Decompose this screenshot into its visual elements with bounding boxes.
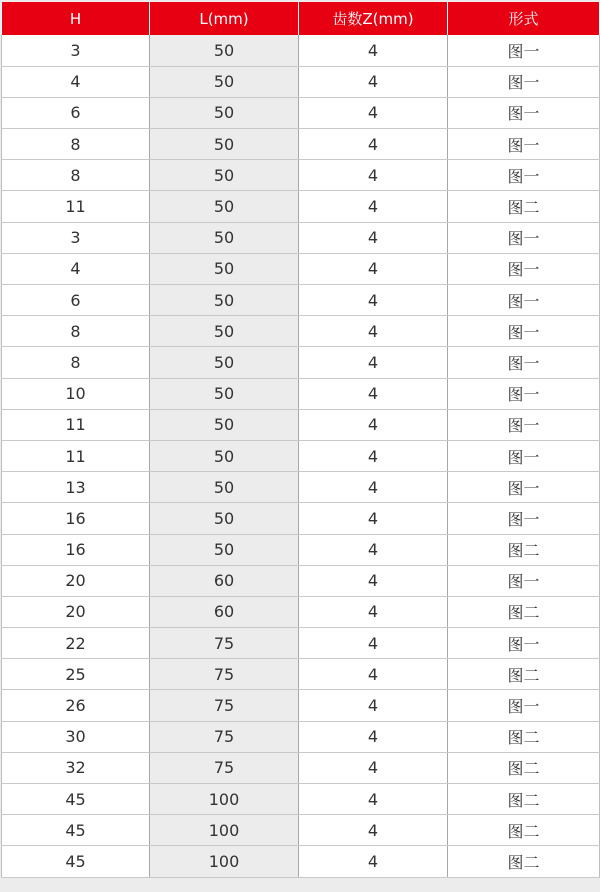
header-form: 形式 <box>448 2 600 35</box>
header-length: L(mm) <box>150 2 299 35</box>
cell-teeth: 4 <box>299 534 448 565</box>
cell-form: 图一 <box>448 285 600 316</box>
cell-teeth: 4 <box>299 721 448 752</box>
table-row <box>2 752 600 783</box>
cell-form: 图一 <box>448 690 600 721</box>
table-row <box>2 659 600 690</box>
cell-length: 50 <box>150 316 299 347</box>
cell-length: 75 <box>150 659 299 690</box>
cell-length: 50 <box>150 285 299 316</box>
cell-form: 图一 <box>448 565 600 596</box>
cell-length: 50 <box>150 191 299 222</box>
table-row <box>2 285 600 316</box>
cell-teeth: 4 <box>299 440 448 471</box>
cell-h: 4 <box>2 253 150 284</box>
table-row <box>2 222 600 253</box>
cell-form: 图二 <box>448 815 600 846</box>
table-row <box>2 472 600 503</box>
table-row <box>2 628 600 659</box>
cell-teeth: 4 <box>299 316 448 347</box>
table-row <box>2 409 600 440</box>
cell-length: 50 <box>150 66 299 97</box>
cell-length: 50 <box>150 253 299 284</box>
table-row <box>2 503 600 534</box>
table-row <box>2 316 600 347</box>
cell-form: 图一 <box>448 160 600 191</box>
cell-length: 50 <box>150 378 299 409</box>
table-body <box>2 35 600 877</box>
cell-form: 图一 <box>448 316 600 347</box>
cell-teeth: 4 <box>299 285 448 316</box>
cell-form: 图一 <box>448 253 600 284</box>
cell-length: 50 <box>150 35 299 66</box>
table-row <box>2 253 600 284</box>
cell-teeth: 4 <box>299 129 448 160</box>
cell-h: 4 <box>2 66 150 97</box>
table-row <box>2 846 600 877</box>
cell-length: 75 <box>150 721 299 752</box>
cell-length: 75 <box>150 752 299 783</box>
spec-table <box>1 2 600 878</box>
cell-h: 11 <box>2 409 150 440</box>
cell-length: 50 <box>150 222 299 253</box>
cell-length: 100 <box>150 784 299 815</box>
header-teeth: 齿数Z(mm) <box>299 2 448 35</box>
cell-h: 16 <box>2 503 150 534</box>
table-header-row <box>2 2 600 35</box>
cell-h: 6 <box>2 97 150 128</box>
cell-teeth: 4 <box>299 35 448 66</box>
cell-h: 13 <box>2 472 150 503</box>
cell-teeth: 4 <box>299 628 448 659</box>
table-row <box>2 66 600 97</box>
cell-form: 图二 <box>448 596 600 627</box>
cell-length: 60 <box>150 565 299 596</box>
cell-h: 22 <box>2 628 150 659</box>
cell-length: 50 <box>150 97 299 128</box>
cell-form: 图二 <box>448 659 600 690</box>
cell-length: 50 <box>150 534 299 565</box>
table-row <box>2 191 600 222</box>
cell-form: 图二 <box>448 784 600 815</box>
table-row <box>2 378 600 409</box>
cell-teeth: 4 <box>299 659 448 690</box>
cell-h: 20 <box>2 596 150 627</box>
cell-h: 3 <box>2 35 150 66</box>
cell-form: 图二 <box>448 191 600 222</box>
cell-teeth: 4 <box>299 596 448 627</box>
cell-h: 30 <box>2 721 150 752</box>
cell-form: 图二 <box>448 534 600 565</box>
cell-teeth: 4 <box>299 472 448 503</box>
table-row <box>2 784 600 815</box>
cell-h: 11 <box>2 191 150 222</box>
cell-teeth: 4 <box>299 253 448 284</box>
cell-teeth: 4 <box>299 846 448 877</box>
table-row <box>2 35 600 66</box>
cell-form: 图一 <box>448 347 600 378</box>
cell-teeth: 4 <box>299 409 448 440</box>
cell-h: 8 <box>2 129 150 160</box>
cell-h: 26 <box>2 690 150 721</box>
table-row <box>2 596 600 627</box>
cell-h: 16 <box>2 534 150 565</box>
cell-teeth: 4 <box>299 191 448 222</box>
cell-length: 50 <box>150 129 299 160</box>
table-row <box>2 815 600 846</box>
table-row <box>2 721 600 752</box>
cell-h: 8 <box>2 316 150 347</box>
cell-h: 8 <box>2 347 150 378</box>
cell-h: 45 <box>2 846 150 877</box>
cell-form: 图一 <box>448 378 600 409</box>
cell-h: 25 <box>2 659 150 690</box>
cell-form: 图一 <box>448 440 600 471</box>
cell-form: 图一 <box>448 129 600 160</box>
cell-form: 图一 <box>448 222 600 253</box>
cell-length: 100 <box>150 815 299 846</box>
cell-length: 75 <box>150 628 299 659</box>
cell-teeth: 4 <box>299 784 448 815</box>
cell-h: 10 <box>2 378 150 409</box>
cell-teeth: 4 <box>299 752 448 783</box>
cell-h: 3 <box>2 222 150 253</box>
cell-length: 50 <box>150 409 299 440</box>
table-row <box>2 534 600 565</box>
cell-length: 50 <box>150 347 299 378</box>
cell-teeth: 4 <box>299 690 448 721</box>
cell-length: 50 <box>150 472 299 503</box>
table-row <box>2 565 600 596</box>
cell-teeth: 4 <box>299 97 448 128</box>
cell-teeth: 4 <box>299 565 448 596</box>
cell-teeth: 4 <box>299 222 448 253</box>
cell-teeth: 4 <box>299 815 448 846</box>
cell-teeth: 4 <box>299 66 448 97</box>
cell-length: 100 <box>150 846 299 877</box>
cell-teeth: 4 <box>299 160 448 191</box>
cell-h: 45 <box>2 815 150 846</box>
cell-h: 8 <box>2 160 150 191</box>
cell-length: 50 <box>150 440 299 471</box>
cell-length: 50 <box>150 160 299 191</box>
cell-form: 图二 <box>448 752 600 783</box>
cell-form: 图一 <box>448 503 600 534</box>
table-row <box>2 440 600 471</box>
cell-length: 50 <box>150 503 299 534</box>
cell-h: 20 <box>2 565 150 596</box>
header-h: H <box>2 2 150 35</box>
cell-h: 45 <box>2 784 150 815</box>
cell-form: 图二 <box>448 721 600 752</box>
cell-h: 32 <box>2 752 150 783</box>
cell-h: 11 <box>2 440 150 471</box>
cell-teeth: 4 <box>299 378 448 409</box>
table-row <box>2 347 600 378</box>
cell-length: 60 <box>150 596 299 627</box>
cell-teeth: 4 <box>299 503 448 534</box>
cell-form: 图一 <box>448 409 600 440</box>
cell-form: 图一 <box>448 35 600 66</box>
cell-form: 图一 <box>448 66 600 97</box>
cell-form: 图一 <box>448 628 600 659</box>
table-row <box>2 160 600 191</box>
cell-form: 图一 <box>448 472 600 503</box>
cell-length: 75 <box>150 690 299 721</box>
cell-h: 6 <box>2 285 150 316</box>
cell-form: 图二 <box>448 846 600 877</box>
table-row <box>2 129 600 160</box>
cell-form: 图一 <box>448 97 600 128</box>
table-row <box>2 97 600 128</box>
cell-teeth: 4 <box>299 347 448 378</box>
table-row <box>2 690 600 721</box>
